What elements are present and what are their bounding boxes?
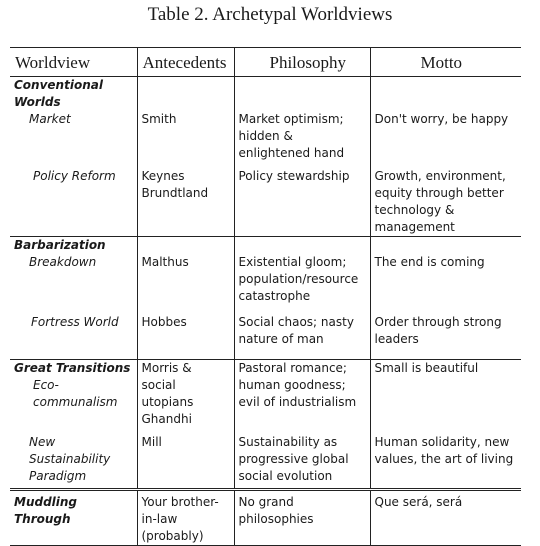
worldview-cell: Policy Reform xyxy=(33,169,116,183)
motto-cell: Growth, environment, equity through better technology & management xyxy=(370,168,521,237)
header-motto: Motto xyxy=(370,48,521,77)
worldview-cell: Market xyxy=(29,112,71,126)
antecedents-cell: Keynes Brundtland xyxy=(137,168,234,237)
table-row xyxy=(10,428,521,490)
group-label: Barbarization xyxy=(10,237,137,255)
antecedents-cell: Malthus xyxy=(137,254,234,314)
motto-cell: The end is coming xyxy=(370,254,521,314)
motto-cell: Que será, será xyxy=(370,490,521,546)
table-row xyxy=(10,254,521,314)
group-row-barbarization xyxy=(10,237,521,255)
motto-cell: Don't worry, be happy xyxy=(370,111,521,168)
worldview-cell: Fortress World xyxy=(31,315,119,329)
table-row xyxy=(10,359,521,428)
header-philosophy: Philosophy xyxy=(234,48,370,77)
group-label: Conventional Worlds xyxy=(10,77,137,112)
motto-cell: Human solidarity, new values, the art of living xyxy=(370,428,521,490)
table-row xyxy=(10,314,521,359)
philosophy-cell: Existential gloom; population/resource catastrophe xyxy=(234,254,370,314)
antecedents-cell: Your brother-in-law (probably) xyxy=(137,490,234,546)
philosophy-cell: Social chaos; nasty nature of man xyxy=(234,314,370,359)
header-row xyxy=(10,48,521,77)
philosophy-cell: Market optimism; hidden & enlightened hand xyxy=(234,111,370,168)
philosophy-cell: Pastoral romance; human goodness; evil of industrialism xyxy=(234,359,370,428)
table-title: Table 2. Archetypal Worldviews xyxy=(147,4,393,25)
philosophy-cell: Policy stewardship xyxy=(234,168,370,237)
antecedents-cell: Mill xyxy=(137,428,234,490)
motto-cell: Order through strong leaders xyxy=(370,314,521,359)
header-antecedents: Antecedents xyxy=(137,48,234,77)
philosophy-cell: Sustainability as progressive global social evolution xyxy=(234,428,370,490)
worldview-cell: New Sustainability Paradigm xyxy=(10,428,137,490)
group-row-conventional-worlds xyxy=(10,77,521,112)
group-label: Muddling Through xyxy=(10,490,137,546)
antecedents-cell: Morris & social utopians Ghandhi xyxy=(137,359,234,428)
antecedents-cell: Smith xyxy=(137,111,234,168)
table-row xyxy=(10,168,521,237)
table-row xyxy=(10,490,521,546)
philosophy-cell: No grand philosophies xyxy=(234,490,370,546)
header-worldview: Worldview xyxy=(10,48,137,77)
worldviews-table xyxy=(10,47,521,546)
group-label: Great Transitions xyxy=(14,360,131,375)
worldview-cell: Eco-communalism xyxy=(33,377,118,409)
antecedents-cell: Hobbes xyxy=(137,314,234,359)
worldview-cell: Breakdown xyxy=(29,255,97,269)
table-row xyxy=(10,111,521,168)
motto-cell: Small is beautiful xyxy=(370,359,521,428)
